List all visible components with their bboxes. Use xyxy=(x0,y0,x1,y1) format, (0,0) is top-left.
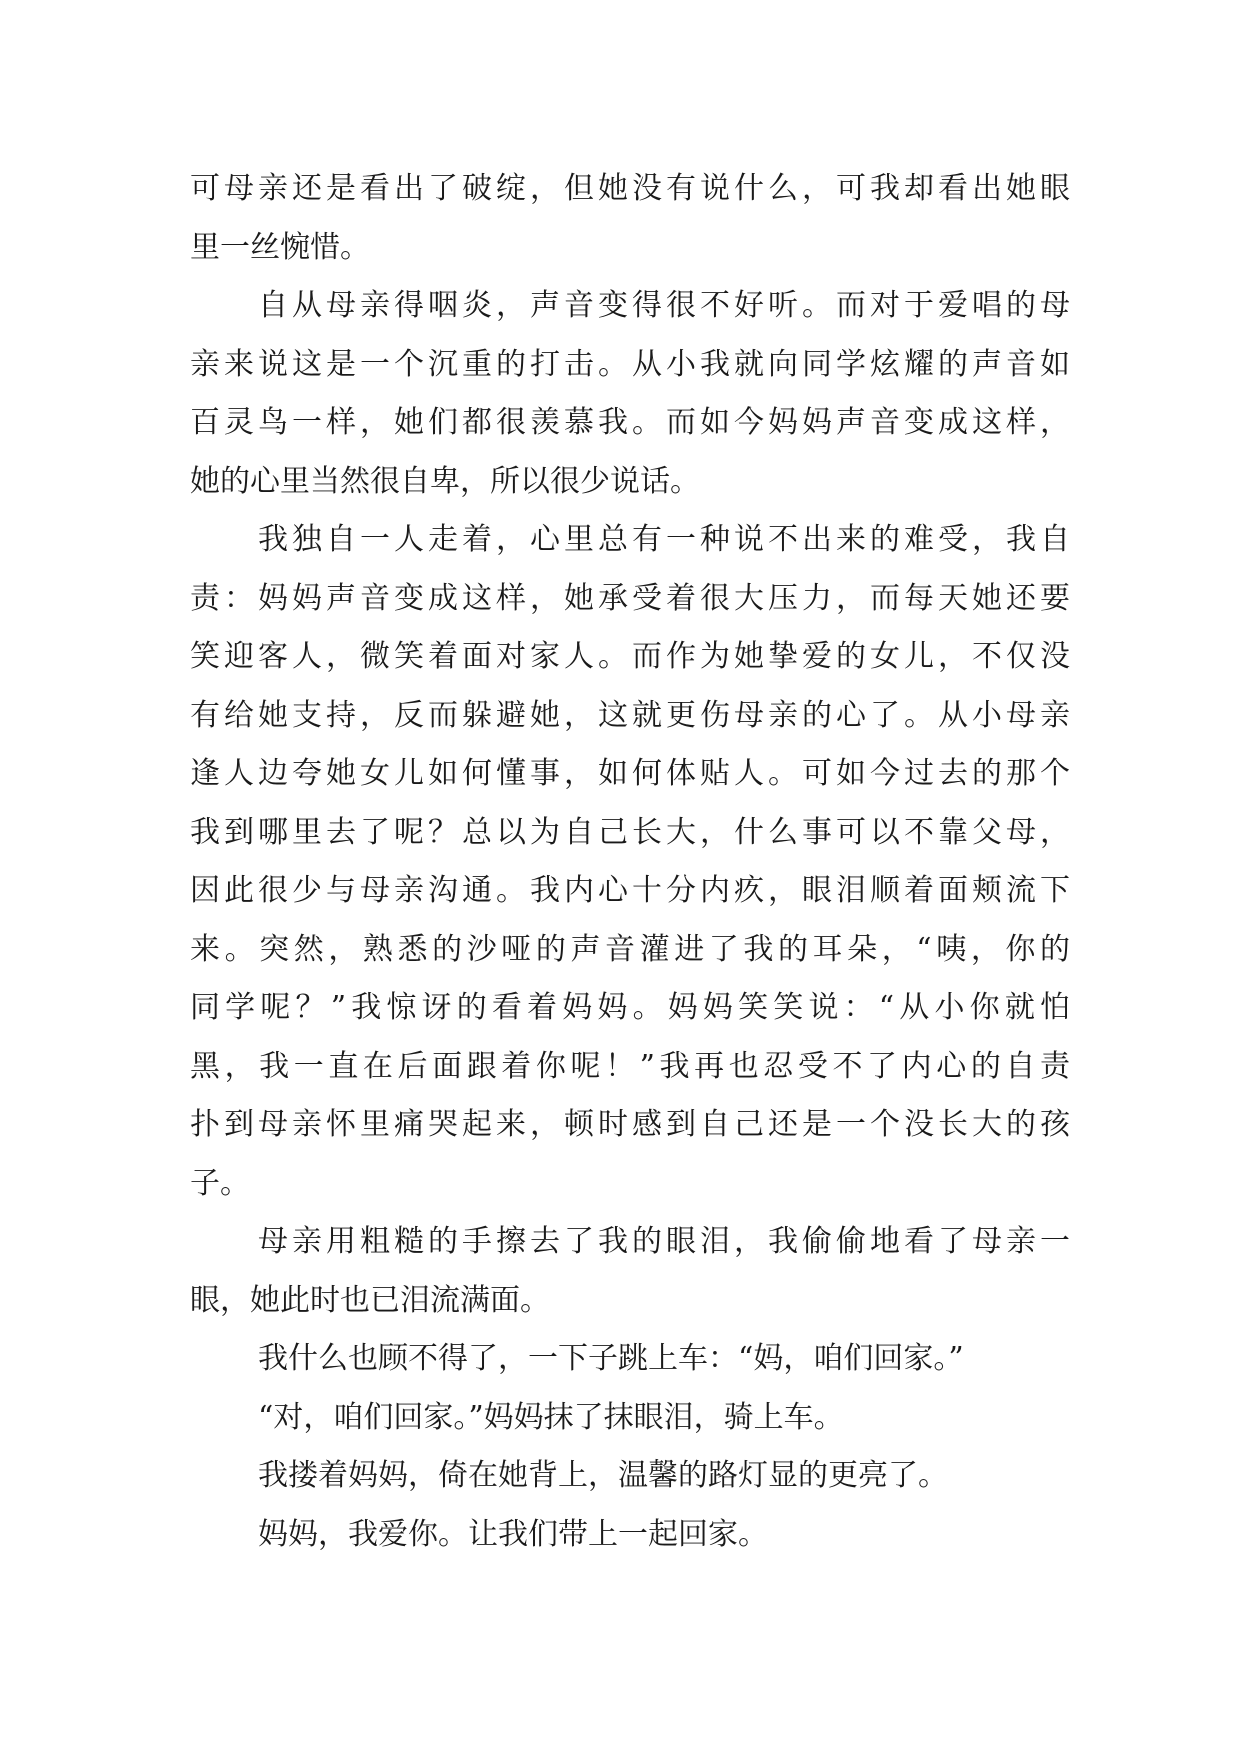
text-line: 我到哪里去了呢？总以为自己长大，什么事可以不靠父母， xyxy=(190,814,1070,850)
paragraph-2 xyxy=(190,277,1070,511)
text-line: 眼，她此时也已泪流满面。 xyxy=(190,1282,550,1318)
paragraph-8 xyxy=(190,1506,1070,1565)
text-line: 母亲用粗糙的手擦去了我的眼泪，我偷偷地看了母亲一 xyxy=(258,1224,1070,1259)
text-line: 自从母亲得咽炎，声音变得很不好听。而对于爱唱的母 xyxy=(258,288,1070,323)
text-line: 来。突然，熟悉的沙哑的声音灌进了我的耳朵，“咦，你的 xyxy=(190,931,1070,967)
text-line: 我搂着妈妈，倚在她背上，温馨的路灯显的更亮了。 xyxy=(258,1458,948,1493)
text-line: 因此很少与母亲沟通。我内心十分内疚，眼泪顺着面颊流下 xyxy=(190,873,1070,908)
text-line: 责：妈妈声音变成这样，她承受着很大压力，而每天她还要 xyxy=(190,580,1070,616)
text-line: 笑迎客人，微笑着面对家人。而作为她挚爱的女儿，不仅没 xyxy=(190,639,1070,674)
text-line: 妈妈，我爱你。让我们带上一起回家。 xyxy=(258,1516,768,1552)
paragraph-4 xyxy=(190,1213,1070,1330)
text-line: 百灵鸟一样，她们都很羡慕我。而如今妈妈声音变成这样， xyxy=(190,405,1070,440)
text-line: 扑到母亲怀里痛哭起来，顿时感到自己还是一个没长大的孩 xyxy=(190,1107,1070,1142)
text-line: 有给她支持，反而躲避她，这就更伤母亲的心了。从小母亲 xyxy=(190,697,1070,733)
paragraph-3 xyxy=(190,511,1070,1213)
text-line: 我独自一人走着，心里总有一种说不出来的难受，我自 xyxy=(258,522,1070,557)
paragraph-7 xyxy=(190,1447,1070,1506)
text-line: 同学呢？”我惊讶的看着妈妈。妈妈笑笑说：“从小你就怕 xyxy=(190,990,1070,1025)
paragraph-6 xyxy=(190,1389,1070,1448)
text-line: 亲来说这是一个沉重的打击。从小我就向同学炫耀的声音如 xyxy=(190,346,1070,382)
paragraph-5 xyxy=(190,1330,1070,1389)
text-line: 里一丝惋惜。 xyxy=(190,229,370,265)
text-line: 子。 xyxy=(190,1165,250,1201)
text-line: 她的心里当然很自卑，所以很少说话。 xyxy=(190,463,700,499)
text-line: “对，咱们回家。”妈妈抹了抹眼泪，骑上车。 xyxy=(258,1399,844,1435)
paragraph-1 xyxy=(190,160,1070,277)
text-line: 我什么也顾不得了，一下子跳上车：“妈，咱们回家。” xyxy=(258,1341,964,1376)
text-line: 逢人边夸她女儿如何懂事，如何体贴人。可如今过去的那个 xyxy=(190,756,1070,791)
text-line: 黑，我一直在后面跟着你呢！”我再也忍受不了内心的自责 xyxy=(190,1048,1070,1084)
document-body xyxy=(190,160,1070,1564)
text-line: 可母亲还是看出了破绽，但她没有说什么，可我却看出她眼 xyxy=(190,171,1070,206)
